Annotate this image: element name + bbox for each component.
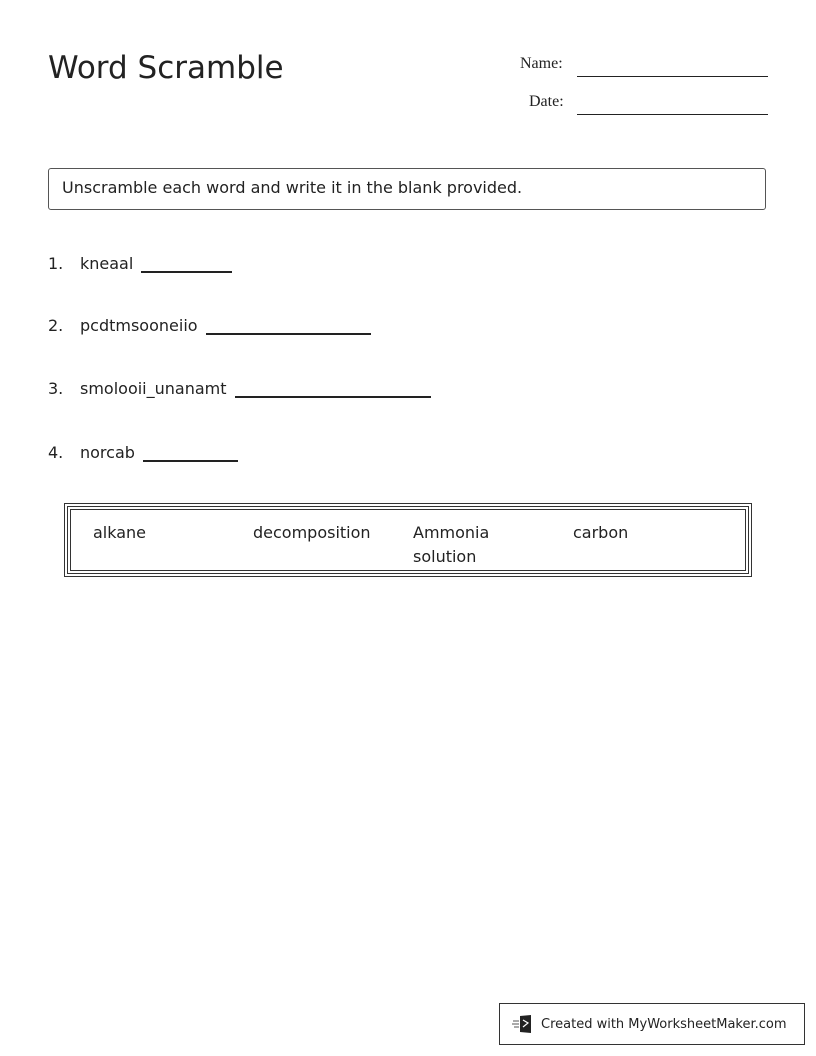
answer-blank[interactable] [235,380,431,398]
scrambled-word: smolooii_unanamt [80,379,227,398]
name-label: Name: [520,55,563,72]
date-label: Date: [529,93,564,110]
answer-blank[interactable] [141,255,232,273]
date-line[interactable] [577,114,768,115]
word-bank-item: decomposition [253,523,371,542]
question-item [48,254,232,273]
footer-text: Created with MyWorksheetMaker.com [541,1016,787,1032]
worksheet-logo-icon [512,1014,534,1034]
question-number: 1. [48,254,64,273]
answer-blank[interactable] [206,317,371,335]
scrambled-word: norcab [80,443,135,462]
question-item [48,443,238,462]
name-line[interactable] [577,76,768,77]
answer-blank[interactable] [143,444,238,462]
question-item [48,316,371,335]
footer-badge[interactable] [499,1003,805,1045]
question-number: 4. [48,443,64,462]
scrambled-word: kneaal [80,254,134,273]
question-number: 3. [48,379,64,398]
question-item [48,379,431,398]
scrambled-word: pcdtmsooneiio [80,316,198,335]
word-bank-item: Ammonia solution [413,523,490,566]
instructions-box: Unscramble each word and write it in the blank provided. [48,168,766,210]
word-bank-item: carbon [573,523,629,542]
page-title: Word Scramble [48,50,284,86]
question-number: 2. [48,316,64,335]
word-bank [64,503,752,577]
word-bank-item: alkane [93,523,147,542]
